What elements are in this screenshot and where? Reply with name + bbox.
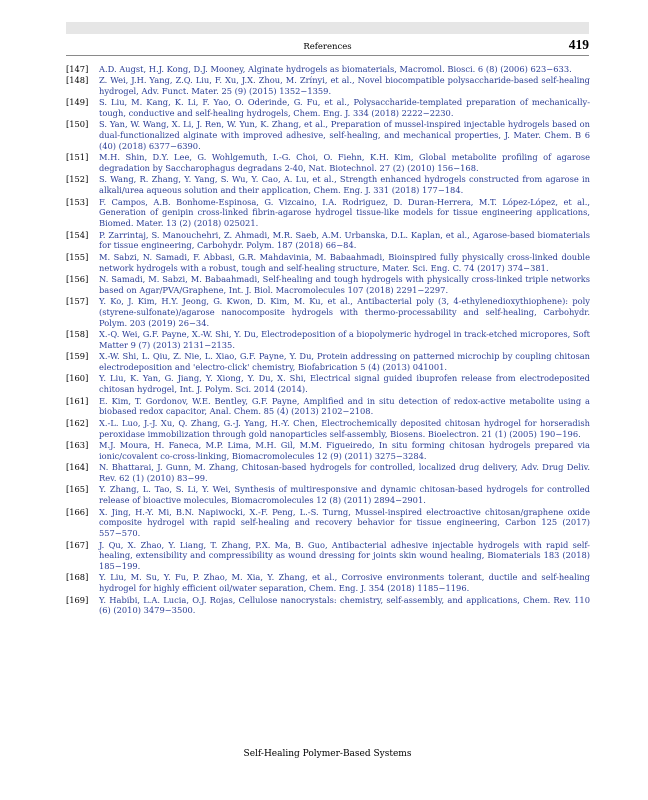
- reference-link[interactable]: X.-Q. Wei, G.F. Payne, X.-W. Shi, Y. Du, Electrodeposition of a biopolymeric hydrogel in track-etched micropores, Soft Matter 9 (7) (2013) 2131−2135.: [99, 329, 590, 350]
- header-rule: [66, 55, 589, 56]
- reference-number: [150]: [66, 119, 89, 130]
- reference-link[interactable]: X. Jing, H.-Y. Mi, B.N. Napiwocki, X.-F. Peng, L.-S. Turng, Mussel-inspired electroactive chitosan/graphene oxide composite hydrogel with rapid self-healing and recovery behavior for tissue engineering, Carbon 125 (2017) 557−570.: [99, 506, 590, 539]
- reference-item: [66, 418, 590, 440]
- reference-number: [158]: [66, 329, 89, 340]
- reference-item: [66, 329, 590, 351]
- reference-number: [149]: [66, 97, 89, 108]
- reference-link[interactable]: E. Kim, T. Gordonov, W.E. Bentley, G.F. Payne, Amplified and in situ detection of redox-active metabolite using a biobased redox capacitor, Anal. Chem. 85 (4) (2013) 2102−2108.: [99, 395, 590, 417]
- reference-link[interactable]: N. Bhattarai, J. Gunn, M. Zhang, Chitosan-based hydrogels for controlled, localized drug delivery, Adv. Drug Deliv. Rev. 62 (1) (2010) 83−99.: [99, 462, 590, 483]
- reference-item: [66, 373, 590, 395]
- reference-item: [66, 197, 590, 229]
- reference-link[interactable]: Y. Ko, J. Kim, H.Y. Jeong, G. Kwon, D. Kim, M. Ku, et al., Antibacterial poly (3, 4-ethylenedioxythiophene): poly (styrene-sulfonate)/agarose nanocomposite hydrogels with thermo-processability and self-healing, Carbohydr. Polym. 203 (2019) 26−34.: [99, 296, 590, 328]
- reference-number: [148]: [66, 74, 89, 85]
- reference-link[interactable]: M.J. Moura, H. Faneca, M.P. Lima, M.H. Gil, M.M. Figueiredo, In situ forming chitosan hydrogels prepared via ionic/covalent co-cross-linking, Biomacromolecules 12 (9) (2011) 3275−3284.: [99, 440, 590, 461]
- reference-item: [66, 64, 590, 75]
- reference-link[interactable]: A.D. Augst, H.J. Kong, D.J. Mooney, Alginate hydrogels as biomaterials, Macromol. Biosci. 6 (8) (2006) 623−633.: [99, 63, 572, 74]
- reference-number: [159]: [66, 351, 89, 362]
- running-header-title: References: [303, 42, 352, 52]
- reference-link[interactable]: F. Campos, A.B. Bonhome-Espinosa, G. Vizcaino, I.A. Rodriguez, D. Duran-Herrera, M.T. López-López, et al., Generation of genipin cross-linked fibrin-agarose hydrogel tissue-like models for tissue engineering applications, Biomed. Mater. 13 (2) (2018) 025021.: [99, 196, 590, 229]
- reference-link[interactable]: S. Wang, R. Zhang, Y. Yang, S. Wu, Y. Cao, A. Lu, et al., Strength enhanced hydrogels constructed from agarose in alkali/urea aqueous solution and their application, Chem. Eng. J. 331 (2018) 177−184.: [99, 174, 590, 196]
- reference-link[interactable]: P. Zarrintaj, S. Manouchehri, Z. Ahmadi, M.R. Saeb, A.M. Urbanska, D.L. Kaplan, et al., Agarose-based biomaterials for tissue engineering, Carbohydr. Polym. 187 (2018) 66−84.: [99, 229, 590, 251]
- reference-number: [166]: [66, 506, 89, 517]
- reference-link[interactable]: S. Yan, W. Wang, X. Li, J. Ren, W. Yun, K. Zhang, et al., Preparation of mussel-inspired injectable hydrogels based on dual-functionalized alginate with improved adhesive, self-healing, and mechanical properties, J. Mater. Chem. B 6 (40) (2018) 6377−6390.: [99, 119, 590, 151]
- reference-item: [66, 296, 590, 328]
- reference-number: [152]: [66, 174, 89, 185]
- reference-link[interactable]: S. Liu, M. Kang, K. Li, F. Yao, O. Oderinde, G. Fu, et al., Polysaccharide-templated preparation of mechanically-tough, conductive and self-healing hydrogels, Chem. Eng. J. 334 (2018) 2222−2230.: [99, 97, 590, 118]
- reference-link[interactable]: J. Qu, X. Zhao, Y. Liang, T. Zhang, P.X. Ma, B. Guo, Antibacterial adhesive injectable hydrogels with rapid self-healing, extensibility and compressibility as wound dressing for joints skin wound healing, Biomaterials 183 (2018) 185−199.: [99, 539, 590, 571]
- header-bar: [66, 22, 589, 34]
- reference-number: [160]: [66, 373, 89, 384]
- reference-number: [164]: [66, 462, 89, 473]
- reference-item: [66, 119, 590, 151]
- reference-item: [66, 351, 590, 373]
- reference-number: [165]: [66, 484, 89, 495]
- reference-number: [168]: [66, 572, 89, 583]
- reference-link[interactable]: M.H. Shin, D.Y. Lee, G. Wohlgemuth, I.-G. Choi, O. Fiehn, K.H. Kim, Global metabolite profiling of agarose degradation by Saccharophagus degradans 2-40, Nat. Biotechnol. 27 (2) (2010) 156−168.: [99, 152, 590, 173]
- reference-number: [154]: [66, 229, 89, 240]
- reference-link[interactable]: X.-L. Luo, J.-J. Xu, Q. Zhang, G.-J. Yang, H.-Y. Chen, Electrochemically deposited chitosan hydrogel for horseradish peroxidase immobilization through gold nanoparticles self-assembly, Biosens. Bioelectron. 21 (1) (2005) 190−196.: [99, 417, 590, 439]
- reference-item: [66, 230, 590, 252]
- reference-number: [163]: [66, 440, 89, 450]
- reference-number: [167]: [66, 539, 89, 550]
- reference-number: [161]: [66, 395, 89, 406]
- reference-item: [66, 572, 590, 594]
- reference-link[interactable]: Y. Habibi, L.A. Lucia, O.J. Rojas, Cellulose nanocrystals: chemistry, self-assembly, and applications, Chem. Rev. 110 (6) (2010) 3479−3500.: [99, 594, 590, 616]
- reference-item: [66, 595, 590, 617]
- reference-item: [66, 152, 590, 174]
- reference-link[interactable]: N. Samadi, M. Sabzi, M. Babaahmadi, Self-healing and tough hydrogels with physically cross-linked triple networks based on Agar/PVA/Graphene, Int. J. Biol. Macromolecules 107 (2018) 2291−2297.: [99, 273, 590, 295]
- reference-item: [66, 484, 590, 506]
- reference-number: [153]: [66, 196, 89, 207]
- reference-item: [66, 174, 590, 196]
- reference-item: [66, 462, 590, 484]
- reference-item: [66, 440, 590, 462]
- reference-item: [66, 252, 590, 274]
- reference-item: [66, 75, 590, 97]
- reference-list: [66, 64, 590, 617]
- page-number: 419: [568, 37, 589, 52]
- reference-link[interactable]: Z. Wei, J.H. Yang, Z.Q. Liu, F. Xu, J.X. Zhou, M. Zrínyi, et al., Novel biocompatible polysaccharide-based self-healing hydrogel, Adv. Funct. Mater. 25 (9) (2015) 1352−1359.: [99, 74, 590, 96]
- reference-number: [157]: [66, 296, 89, 307]
- reference-number: [162]: [66, 417, 89, 428]
- reference-number: [151]: [66, 152, 89, 163]
- reference-item: [66, 540, 590, 572]
- reference-item: [66, 97, 590, 119]
- reference-number: [147]: [66, 63, 89, 74]
- reference-item: [66, 396, 590, 418]
- reference-item: [66, 507, 590, 539]
- reference-number: [169]: [66, 594, 89, 605]
- reference-link[interactable]: Y. Zhang, L. Tao, S. Li, Y. Wei, Synthesis of multiresponsive and dynamic chitosan-based hydrogels for controlled release of bioactive molecules, Biomacromolecules 12 (8) (2011) 2894−2901.: [99, 484, 590, 506]
- running-footer: Self-Healing Polymer-Based Systems: [243, 749, 412, 759]
- reference-link[interactable]: M. Sabzi, N. Samadi, F. Abbasi, G.R. Mahdavinia, M. Babaahmadi, Bioinspired fully physically cross-linked double network hydrogels with a robust, tough and self-healing structure, Mater. Sci. Eng. C. 74 (2017) 374−381.: [99, 251, 590, 273]
- reference-number: [156]: [66, 273, 89, 284]
- reference-link[interactable]: Y. Liu, K. Yan, G. Jiang, Y. Xiong, Y. Du, X. Shi, Electrical signal guided ibuprofen release from electrodeposited chitosan hydrogel, Int. J. Polym. Sci. 2014 (2014).: [99, 373, 590, 395]
- reference-number: [155]: [66, 251, 89, 262]
- reference-item: [66, 274, 590, 296]
- reference-link[interactable]: Y. Liu, M. Su, Y. Fu, P. Zhao, M. Xia, Y. Zhang, et al., Corrosive environments tolerant, ductile and self-healing hydrogel for highly efficient oil/water separation, Chem. Eng. J. 354 (2018) 1185−1196.: [99, 572, 590, 594]
- reference-link[interactable]: X.-W. Shi, L. Qiu, Z. Nie, L. Xiao, G.F. Payne, Y. Du, Protein addressing on patterned microchip by coupling chitosan electrodeposition and 'electro-click' chemistry, Biofabrication 5 (4) (2013) 041001.: [99, 351, 590, 372]
